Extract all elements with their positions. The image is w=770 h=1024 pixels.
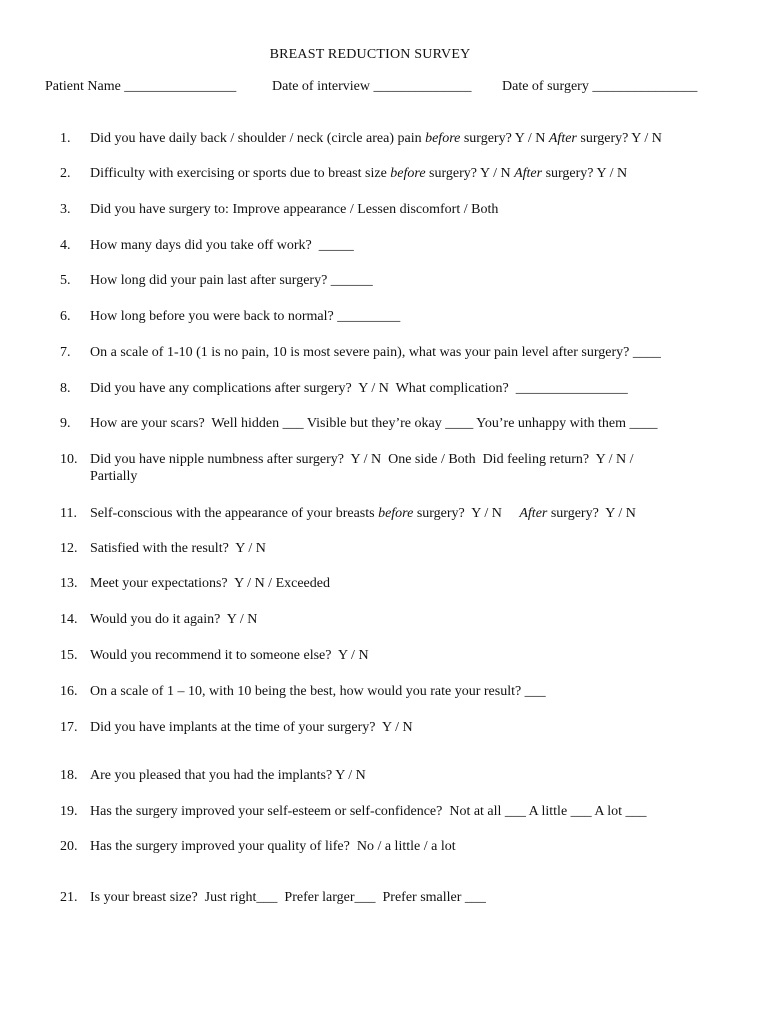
question-text: Satisfied with the result? Y / N	[90, 541, 266, 556]
question-text: Is your breast size? Just right___ Prefer larger___ Prefer smaller ___	[90, 890, 486, 905]
question-number: 8.	[60, 381, 71, 396]
question-text: How long before you were back to normal? _________	[90, 309, 401, 324]
question-number: 18.	[60, 768, 78, 783]
question-number: 10.	[60, 452, 78, 467]
question-text: Did you have any complications after surgery? Y / N What complication? ________________	[90, 381, 628, 396]
question-number: 19.	[60, 804, 78, 819]
question-number: 14.	[60, 612, 78, 627]
question-text: Self-conscious with the appearance of your breasts before surgery? Y / N After surgery? Y / N	[90, 506, 636, 521]
question-text: Meet your expectations? Y / N / Exceeded	[90, 576, 330, 591]
question-number: 13.	[60, 576, 78, 591]
question-text: Did you have surgery to: Improve appearance / Lessen discomfort / Both	[90, 202, 499, 217]
question-text: Would you do it again? Y / N	[90, 612, 258, 627]
question-number: 11.	[60, 506, 77, 521]
question-text: On a scale of 1-10 (1 is no pain, 10 is most severe pain), what was your pain level after surgery? ____	[90, 345, 661, 360]
question-text: Has the surgery improved your quality of life? No / a little / a lot	[90, 839, 456, 854]
question-number: 9.	[60, 416, 71, 431]
question-number: 2.	[60, 166, 71, 181]
question-text: Difficulty with exercising or sports due to breast size before surgery? Y / N After surgery? Y / N	[90, 166, 628, 181]
question-text: Are you pleased that you had the implants? Y / N	[90, 768, 366, 783]
question-number: 6.	[60, 309, 71, 324]
question-number: 1.	[60, 131, 71, 146]
patient-name-field: Patient Name ________________	[45, 79, 237, 94]
question-number: 5.	[60, 273, 71, 288]
question-text: Would you recommend it to someone else? Y / N	[90, 648, 369, 663]
question-number: 16.	[60, 684, 78, 699]
question-number: 4.	[60, 238, 71, 253]
question-text: Did you have implants at the time of your surgery? Y / N	[90, 720, 413, 735]
question-number: 15.	[60, 648, 78, 663]
question-number: 17.	[60, 720, 78, 735]
question-text: On a scale of 1 – 10, with 10 being the best, how would you rate your result? ___	[90, 684, 546, 699]
question-number: 20.	[60, 839, 78, 854]
question-text: How many days did you take off work? _____	[90, 238, 354, 253]
date-of-surgery-field: Date of surgery _______________	[502, 79, 698, 94]
question-text: Has the surgery improved your self-esteem or self-confidence? Not at all ___ A little ___ A lot ___	[90, 804, 647, 819]
question-text: How are your scars? Well hidden ___ Visible but they’re okay ____ You’re unhappy with them ____	[90, 416, 658, 431]
question-number: 7.	[60, 345, 71, 360]
date-of-interview-field: Date of interview ______________	[272, 79, 472, 94]
question-number: 3.	[60, 202, 71, 217]
question-text: Did you have nipple numbness after surgery? Y / N One side / Both Did feeling return? Y / N / Partially	[90, 452, 634, 484]
question-text: How long did your pain last after surgery? ______	[90, 273, 373, 288]
question-number: 12.	[60, 541, 78, 556]
question-text: Did you have daily back / shoulder / neck (circle area) pain before surgery? Y / N After surgery? Y / N	[90, 131, 662, 146]
question-number: 21.	[60, 890, 78, 905]
survey-title: BREAST REDUCTION SURVEY	[269, 47, 471, 62]
